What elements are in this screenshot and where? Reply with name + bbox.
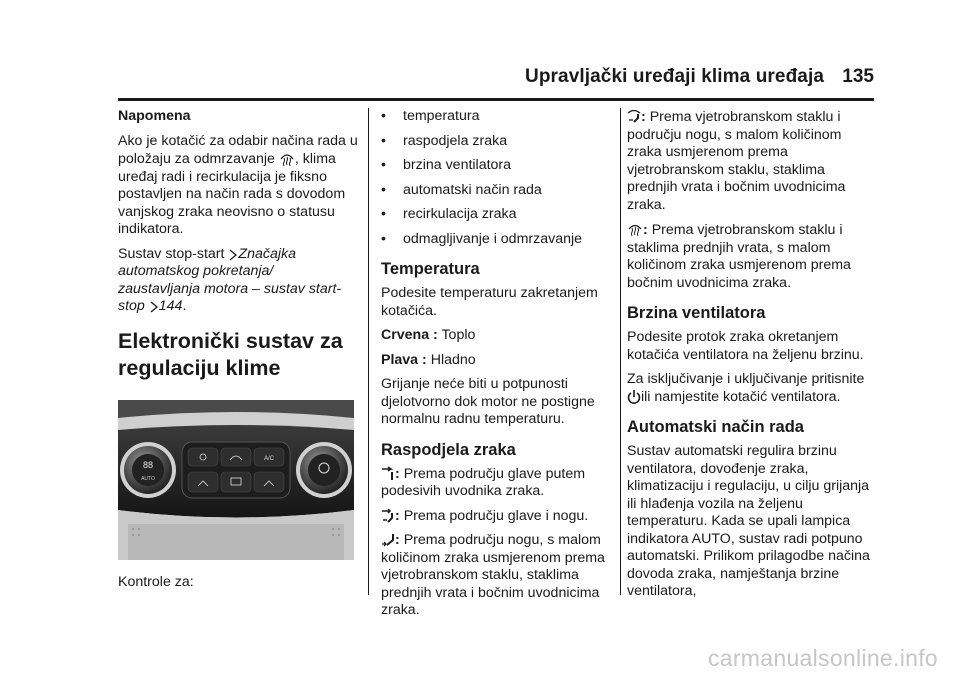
defrost-icon	[279, 150, 295, 166]
blue-setting	[381, 352, 621, 370]
watermark: carmanualsonline.info	[707, 645, 938, 671]
list-item: • odmagljivanje i odmrzavanje	[381, 231, 621, 249]
fan-switch-text-1: Za isključivanje i uključivanje pritisnite	[627, 371, 865, 387]
head-airflow-icon	[381, 466, 395, 481]
header-rule	[118, 98, 874, 101]
colon: :	[643, 222, 648, 238]
dist-head-feet-text: Prema području glave i nogu.	[403, 507, 589, 524]
note-text-2: , klima uređaj radi i recirkulacija je fiksno postavljen na način rada s dovodom vanjskog zraka neovisno o statusu indikatora.	[118, 151, 346, 237]
blue-label: Plava :	[381, 351, 427, 368]
red-label: Crvena :	[381, 327, 438, 343]
column-2	[381, 108, 621, 627]
column-divider-1	[368, 108, 369, 595]
windshield-text: Prema vjetrobranskom staklu i staklima prednjih vrata, s malom količinom zraka usmjerenom prema bočnim uvodnicima zraka.	[627, 222, 851, 291]
windshield-feet-icon	[627, 108, 641, 124]
controls-list	[381, 108, 621, 248]
display-value: 88	[142, 459, 154, 470]
heating-text: Grijanje neće biti u potpunosti djelotvorno dok motor ne postigne normalnu radnu temperaturu.	[381, 376, 595, 427]
colon: :	[641, 109, 646, 125]
note-paragraph	[118, 133, 358, 239]
ref-page[interactable]: 144	[158, 298, 183, 314]
dist-feet-item	[381, 532, 621, 620]
head-feet-airflow-icon	[381, 508, 395, 523]
dist-feet-text: Prema području nogu, s malom količinom zraka usmjerenom prema vjetrobranskom staklu, staklima prednjih vrata i bočnim uvodnicima zraka.	[381, 532, 605, 618]
dist-head-feet-item	[381, 508, 621, 526]
column-1	[118, 108, 358, 598]
fan-text: Podesite protok zraka okretanjem kotačića ventilatora na željenu brzinu.	[627, 329, 864, 363]
feet-airflow-icon	[381, 532, 395, 547]
colon: :	[395, 465, 400, 482]
cross-reference	[118, 246, 358, 316]
column-3	[627, 108, 873, 608]
ref-link[interactable]: Značajka automatskog pokretanja/ zaustavljanja motora – sustav start-stop	[118, 245, 342, 314]
list-item: • brzina ventilatora	[381, 157, 621, 175]
windshield-defrost-icon	[627, 221, 643, 237]
power-icon	[627, 389, 641, 404]
fan-speed-heading: Brzina ventilatora	[627, 304, 766, 322]
auto-label: AUTO	[141, 475, 155, 482]
windshield-item	[627, 221, 873, 292]
blue-value: Hladno	[430, 351, 476, 368]
colon: :	[395, 507, 400, 524]
ref-suffix: .	[182, 298, 187, 314]
column-divider-2	[620, 108, 621, 595]
reference-arrow-icon	[228, 249, 238, 261]
list-item: • automatski način rada	[381, 182, 621, 200]
fan-switch-text-2: ili namjestite kotačić ventilatora.	[641, 388, 841, 405]
ref-prefix: Sustav stop-start	[118, 245, 225, 262]
auto-text: Sustav automatski regulira brzinu ventilatora, dovođenje zraka, klimatizaciju i regulaciju, u cilju grijanja ili hlađenja vozila na željenu temperaturu. Kada se upali lampica indikatora AUTO, sustav radi potpuno automatski. Prilikom prilagodbe načina dovoda zraka, namještanja brzine ventilatora,	[627, 443, 870, 599]
list-item: • raspodjela zraka	[381, 133, 621, 151]
air-distribution-heading: Raspodjela zraka	[381, 440, 516, 459]
section-title: Elektronički sustav za regulaciju klime	[118, 328, 343, 380]
colon: :	[395, 532, 400, 548]
note-heading: Napomena	[118, 108, 191, 124]
windshield-feet-item	[627, 108, 873, 214]
red-setting	[381, 327, 621, 345]
page-number: 135	[842, 66, 874, 87]
note-text-1: Ako je kotačić za odabir načina rada u položaju za odmrzavanje	[118, 132, 358, 167]
dist-head-item	[381, 466, 621, 501]
page-header	[0, 66, 960, 96]
climate-control-photo	[118, 400, 354, 560]
list-item: • recirkulacija zraka	[381, 206, 621, 224]
fan-switch-text	[627, 371, 873, 406]
auto-mode-heading: Automatski način rada	[627, 418, 804, 436]
red-value: Toplo	[441, 327, 476, 343]
temperature-text: Podesite temperaturu zakretanjem kotačića.	[381, 285, 598, 319]
list-item: • temperatura	[381, 108, 621, 126]
windshield-feet-text: Prema vjetrobranskom staklu i području nogu, s malom količinom zraka usmjerenom prema vjetrobranskom staklu, staklima prednjih vrata i bočnim uvodnicima zraka.	[627, 109, 846, 213]
temperature-heading: Temperatura	[381, 260, 480, 278]
dist-head-text: Prema području glave putem podesivih uvodnika zraka.	[381, 465, 586, 499]
controls-label: Kontrole za:	[118, 573, 194, 590]
reference-arrow-icon	[149, 301, 159, 313]
header-title: Upravljački uređaji klima uređaja	[525, 66, 824, 87]
ac-label: A/C	[263, 455, 275, 462]
